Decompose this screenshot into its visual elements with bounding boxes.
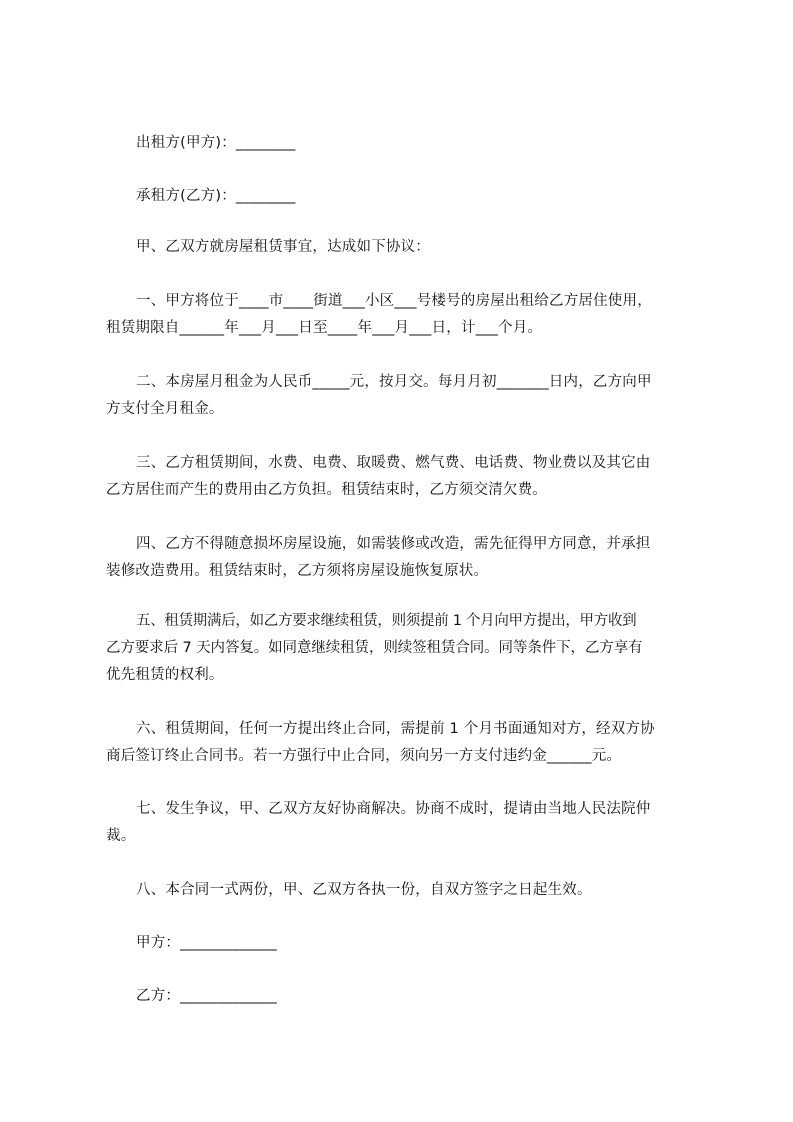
- clause-1-line-1: 一、甲方将位于____市____街道___小区___号楼号的房屋出租给乙方居住使用，: [136, 293, 652, 309]
- clause-4-line-2: 装修改造费用。租赁结束时，乙方须将房屋设施恢复原状。: [106, 563, 489, 579]
- clause-6-line-2: 商后签订终止合同书。若一方强行中止合同，须向另一方支付违约金______元。: [106, 748, 622, 764]
- clause-3-line-1: 三、乙方租赁期间，水费、电费、取暖费、燃气费、电话费、物业费以及其它由: [136, 455, 651, 471]
- lessor-line: 出租方(甲方)：________: [136, 135, 296, 151]
- clause-6-line-1: 六、租赁期间，任何一方提出终止合同，需提前 1 个月书面通知对方，经双方协: [136, 721, 655, 737]
- clause-2-line-1: 二、本房屋月租金为人民币_____元，按月交。每月月初_______日内，乙方向甲: [136, 374, 652, 390]
- clause-4-line-1: 四、乙方不得随意损坏房屋设施，如需装修或改造，需先征得甲方同意，并承担: [136, 536, 651, 552]
- clause-5-line-3: 优先租赁的权利。: [106, 667, 224, 683]
- clause-7-line-2: 裁。: [106, 828, 136, 844]
- clause-5-line-2: 乙方要求后 7 天内答复。如同意继续租赁，则续签租赁合同。同等条件下，乙方享有: [106, 640, 643, 656]
- clause-3-line-2: 乙方居住而产生的费用由乙方负担。租赁结束时，乙方须交清欠费。: [106, 482, 547, 498]
- party-a-signature: 甲方：_____________: [136, 935, 277, 951]
- clause-8-line-1: 八、本合同一式两份，甲、乙双方各执一份，自双方签字之日起生效。: [136, 882, 592, 898]
- party-b-signature: 乙方：_____________: [136, 988, 277, 1004]
- intro-line: 甲、乙双方就房屋租赁事宜，达成如下协议：: [136, 239, 430, 255]
- clause-1-line-2: 租赁期限自______年___月___日至____年___月___日，计___个月。: [106, 320, 543, 336]
- clause-7-line-1: 七、发生争议，甲、乙双方友好协商解决。协商不成时，提请由当地人民法院仲: [136, 801, 651, 817]
- clause-5-line-1: 五、租赁期满后，如乙方要求继续租赁，则须提前 1 个月向甲方提出，甲方收到: [136, 613, 637, 629]
- clause-2-line-2: 方支付全月租金。: [106, 401, 224, 417]
- lessee-line: 承租方(乙方)：________: [136, 188, 296, 204]
